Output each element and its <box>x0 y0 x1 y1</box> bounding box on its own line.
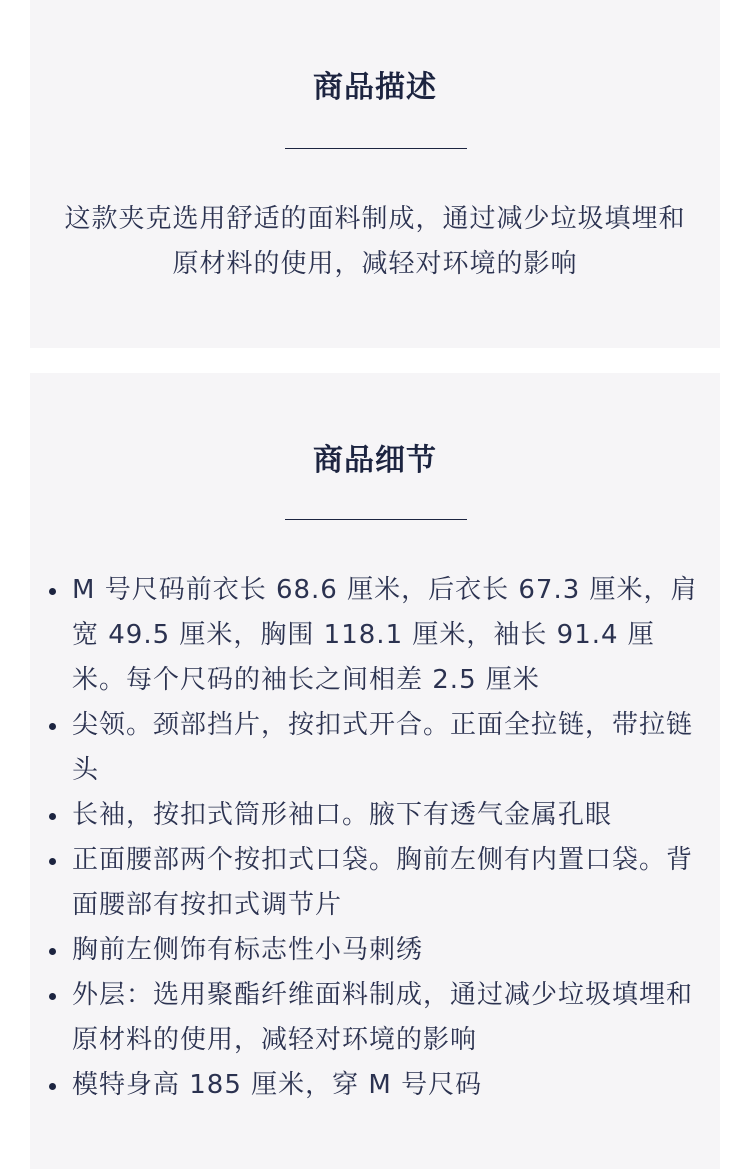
description-divider <box>285 148 467 149</box>
description-text: 这款夹克选用舒适的面料制成，通过减少垃圾填埋和原材料的使用，减轻对环境的影响 <box>64 204 686 279</box>
details-list <box>72 568 698 1108</box>
details-title: 商品细节 <box>313 443 437 478</box>
details-item-embroidery: 胸前左侧饰有标志性小马刺绣 <box>72 928 698 973</box>
details-item-pockets: 正面腰部两个按扣式口袋。胸前左侧有内置口袋。背面腰部有按扣式调节片 <box>72 838 698 928</box>
product-description-card <box>30 0 720 348</box>
details-divider <box>285 519 467 520</box>
details-item-material: 外层：选用聚酯纤维面料制成，通过减少垃圾填埋和原材料的使用，减轻对环境的影响 <box>72 973 698 1063</box>
description-title: 商品描述 <box>313 70 437 105</box>
details-item-collar: 尖领。颈部挡片，按扣式开合。正面全拉链，带拉链头 <box>72 703 698 793</box>
details-item-size: M 号尺码前衣长 68.6 厘米，后衣长 67.3 厘米，肩宽 49.5 厘米，胸围 118.1 厘米，袖长 91.4 厘米。每个尺码的袖长之间相差 2.5 厘米 <box>72 568 698 703</box>
product-details-card <box>30 373 720 1169</box>
details-item-model: 模特身高 185 厘米，穿 M 号尺码 <box>72 1063 698 1108</box>
details-item-sleeves: 长袖，按扣式筒形袖口。腋下有透气金属孔眼 <box>72 793 698 838</box>
